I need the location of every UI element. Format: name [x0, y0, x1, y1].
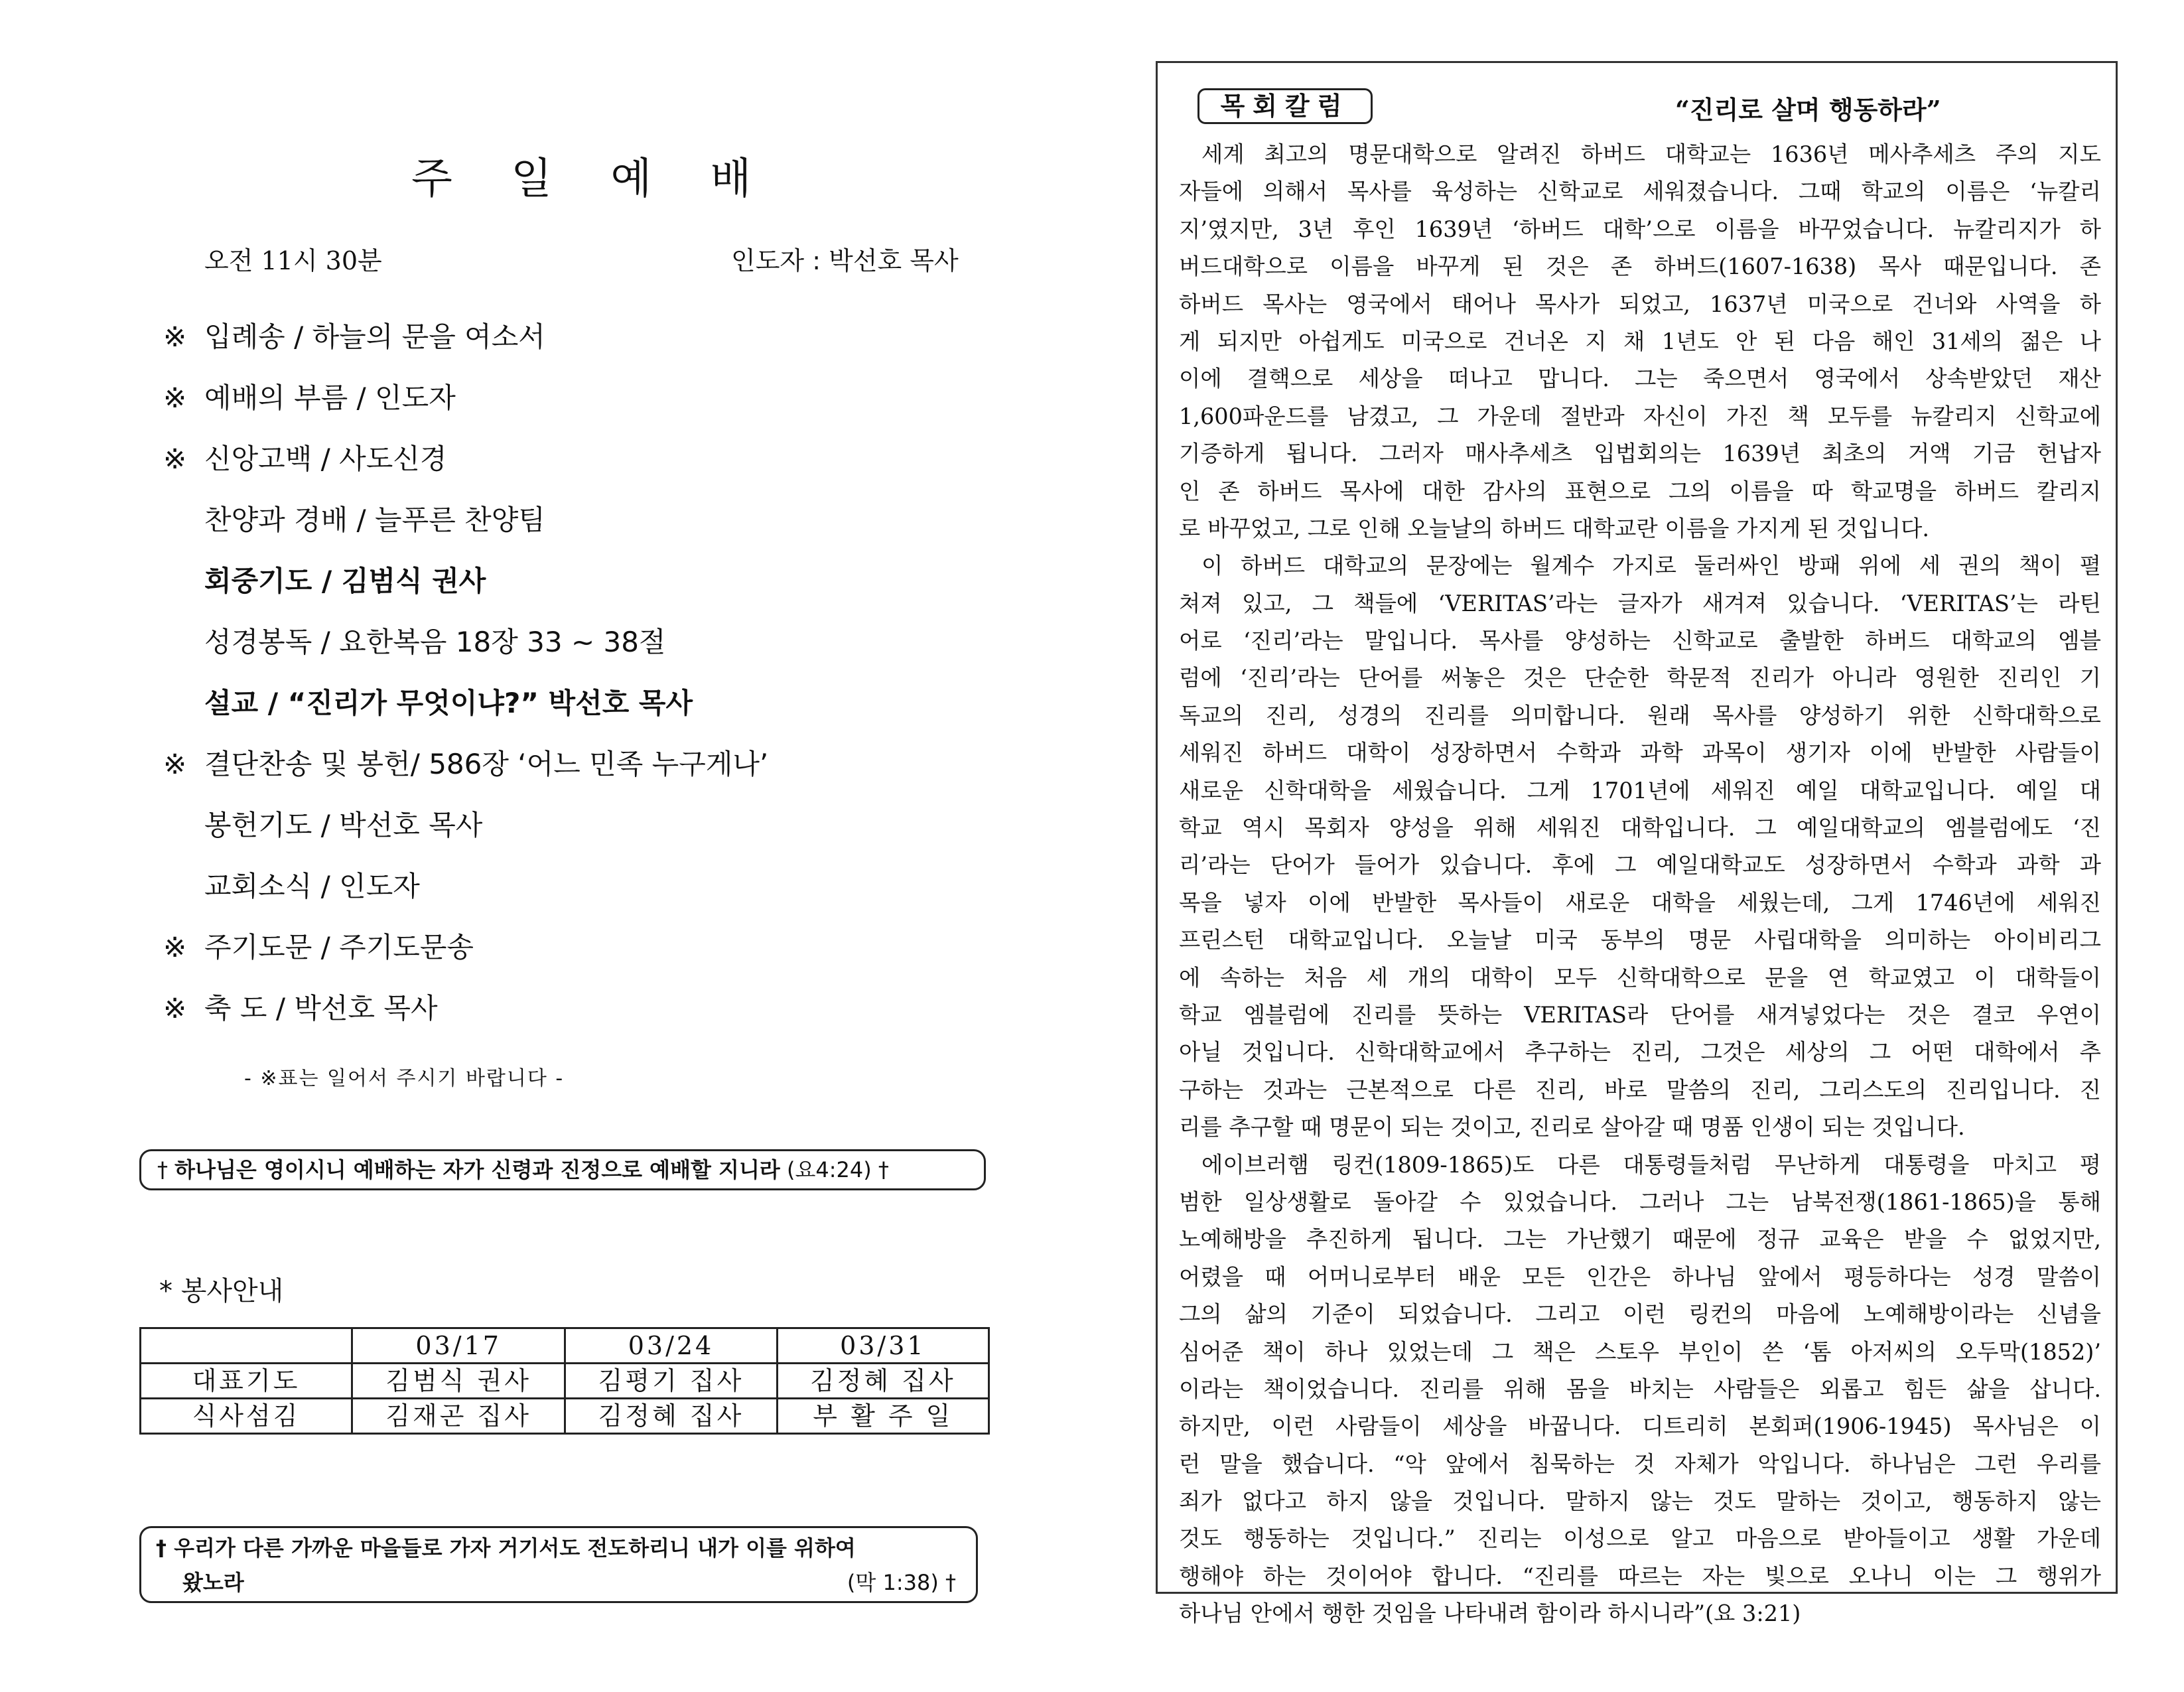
standing-mark-icon: ※ — [163, 320, 187, 353]
column-line: 어렸을 때 어머니로부터 배운 모든 인간은 하나님 앞에서 평등하다는 성경 말씀이 — [1179, 1263, 2101, 1290]
column-line: 아닐 것입니다. 신학대학교에서 추구하는 진리, 그것은 세상의 그 어떤 대학에서 추 — [1179, 1039, 2101, 1066]
column-line: 독교의 진리, 성경의 진리를 의미합니다. 원래 목사를 양성하기 위한 신학대학으로 — [1179, 702, 2101, 729]
order-item-text: 예배의 부름 / 인도자 — [204, 382, 456, 414]
order-item — [163, 928, 1026, 989]
order-item-text: 성경봉독 / 요한복음 18장 33 ~ 38절 — [204, 626, 666, 658]
column-line: 리’라는 단어가 들어가 있습니다. 후에 그 예일대학교도 성장하면서 수학과 과학 과 — [1179, 852, 2101, 879]
column-line: 어로 ‘진리’라는 말입니다. 목사를 양성하는 신학교로 출발한 하버드 대학교의 엠블 — [1179, 628, 2101, 654]
column-line: 죄가 없다고 하지 않을 것입니다. 말하지 않는 것도 말하는 것이고, 행동하지 않는 — [1179, 1488, 2101, 1515]
column-line: 하지만, 이런 사람들이 세상을 바꿉니다. 디트리히 본회퍼(1906-1945) 목사님은 이 — [1179, 1413, 2101, 1440]
column-line: 프린스턴 대학교입니다. 오늘날 미국 동부의 명문 사립대학을 의미하는 아이비리그 — [1179, 927, 2101, 953]
table-row — [141, 1399, 989, 1434]
order-item — [163, 744, 1026, 806]
standing-mark-icon: ※ — [163, 748, 187, 780]
order-item — [163, 622, 1026, 683]
column-line: 학교 엠블럼에 진리를 뜻하는 VERITAS라 단어를 새겨넣었다는 것은 결코 우연이 — [1179, 1001, 2101, 1028]
service-heading: * 봉사안내 — [159, 1276, 284, 1306]
pastor-column-box — [1156, 61, 2118, 1627]
verse-ref: (요4:24) — [786, 1157, 872, 1182]
order-item — [163, 867, 1026, 928]
column-line: 이 하버드 대학교의 문장에는 월계수 가지로 둘러싸인 방패 위에 세 권의 책이 펼 — [1201, 553, 2101, 579]
order-item — [163, 806, 1026, 867]
column-label: 목회칼럼 — [1197, 88, 1373, 124]
order-item-text: 주기도문 / 주기도문송 — [204, 931, 474, 963]
order-item — [163, 317, 1026, 378]
column-line: 지’였지만, 3년 후인 1639년 ‘하버드 대학’으로 이름을 바꾸었습니다. 뉴칼리지가 하 — [1179, 216, 2101, 242]
column-line: 목을 넣자 이에 반발한 목사들이 새로운 대학을 세웠는데, 그게 1746년에 세워진 — [1179, 889, 2101, 916]
cross-icon: † — [878, 1157, 889, 1182]
order-item-text: 결단찬송 및 봉헌/ 586장 ‘어느 민족 누구게나’ — [204, 748, 769, 780]
order-item-text: 회중기도 / 김범식 권사 — [204, 565, 486, 597]
column-line: 세계 최고의 명문대학으로 알려진 하버드 대학교는 1636년 메사추세츠 주의 지도 — [1201, 141, 2101, 167]
date-header: 03/31 — [777, 1328, 989, 1364]
order-item — [163, 439, 1026, 500]
column-line: 심어준 책이 하나 있었는데 그 책은 스토우 부인이 쓴 ‘톰 아저씨의 오두막(1852)’ — [1179, 1338, 2101, 1365]
order-item-text: 신앙고백 / 사도신경 — [204, 443, 447, 475]
column-line: 로 바꾸었고, 그로 인해 오늘날의 하버드 대학교란 이름을 가지게 된 것입니다. — [1179, 515, 1929, 541]
column-line: 게 되지만 아쉽게도 미국으로 건너온 지 채 1년도 안 된 다음 해인 31세의 젊은 나 — [1179, 328, 2101, 354]
column-line: 자들에 의해서 목사를 육성하는 신학교로 세워졌습니다. 그때 학교의 이름은 ‘뉴칼리 — [1179, 178, 2101, 205]
worship-time: 오전 11시 30분 — [204, 246, 382, 275]
order-item — [163, 989, 1026, 1050]
column-line: 새로운 신학대학을 세웠습니다. 그게 1701년에 세워진 예일 대학교입니다. 예일 대 — [1179, 777, 2101, 804]
column-line: 에이브러햄 링컨(1809-1865)도 다른 대통령들처럼 무난하게 대통령을 마치고 평 — [1201, 1151, 2101, 1178]
table-cell: 김범식 권사 — [352, 1364, 565, 1399]
verse-text: 하나님은 영이시니 예배하는 자가 신령과 진정으로 예배할 지니라 — [174, 1157, 780, 1182]
column-line: 럼에 ‘진리’라는 단어를 써놓은 것은 단순한 학문적 진리가 아니라 영원한 진리인 기 — [1179, 665, 2101, 691]
column-line: 쳐져 있고, 그 책들에 ‘VERITAS’라는 글자가 새겨져 있습니다. ‘VERITAS’는 라틴 — [1179, 590, 2101, 616]
order-item-text: 설교 / “진리가 무엇이냐?” 박선호 목사 — [204, 687, 693, 719]
standing-mark-icon: ※ — [163, 931, 187, 963]
column-line: 이라는 책이었습니다. 진리를 위해 몸을 바치는 사람들은 외롭고 힘든 삶을 삽니다. — [1179, 1375, 2101, 1402]
table-cell: 김정혜 집사 — [565, 1399, 777, 1434]
table-cell: 김재곤 집사 — [352, 1399, 565, 1434]
cross-icon: † — [157, 1157, 168, 1182]
table-cell-empty — [141, 1328, 352, 1364]
order-item-text: 입례송 / 하늘의 문을 여소서 — [204, 320, 545, 353]
order-item-text: 봉헌기도 / 박선호 목사 — [204, 809, 483, 841]
date-header: 03/24 — [565, 1328, 777, 1364]
role-cell: 식사섬김 — [141, 1399, 352, 1434]
verse-box-john — [139, 1149, 986, 1190]
column-line: 하버드 목사는 영국에서 태어나 목사가 되었고, 1637년 미국으로 건너와 사역을 하 — [1179, 291, 2101, 317]
column-line: 기증하게 됩니다. 그러자 매사추세츠 입법회의는 1639년 최초의 거액 기금 헌납자 — [1179, 441, 2101, 467]
column-line: 1,600파운드를 남겼고, 그 가운데 절반과 자신이 가진 책 모두를 뉴칼리지 신학교에 — [1179, 403, 2101, 429]
column-line: 리를 추구할 때 명문이 되는 것이고, 진리로 살아갈 때 명품 인생이 되는 것입니다. — [1179, 1114, 1965, 1141]
column-line: 범한 일상생활로 돌아갈 수 있었습니다. 그러나 그는 남북전쟁(1861-1865)을 통해 — [1179, 1188, 2101, 1215]
standing-note: - ※표는 일어서 주시기 바랍니다 - — [244, 1067, 565, 1090]
verse-line-1: † 우리가 다른 가까운 마을들로 가자 거기서도 전도하리니 내가 이를 위하여 — [156, 1535, 856, 1561]
column-body — [1179, 136, 2101, 1633]
date-header: 03/17 — [352, 1328, 565, 1364]
column-line: 노예해방을 추진하게 됩니다. 그는 가난했기 때문에 정규 교육은 받을 수 없었지만, — [1179, 1226, 2101, 1253]
service-table — [139, 1327, 990, 1435]
worship-leader: 인도자 : 박선호 목사 — [731, 246, 959, 275]
table-row — [141, 1364, 989, 1399]
table-header-row — [141, 1328, 989, 1364]
table-cell: 부 활 주 일 — [777, 1399, 989, 1434]
worship-title: 주 일 예 배 — [411, 155, 774, 204]
order-item — [163, 683, 1026, 744]
order-item — [163, 500, 1026, 561]
order-item-text: 축 도 / 박선호 목사 — [204, 992, 438, 1024]
column-line: 하나님 안에서 행한 것임을 나타내려 함이라 하시니라”(요 3:21) — [1179, 1600, 1801, 1627]
column-line: 행해야 하는 것이어야 합니다. “진리를 따르는 자는 빛으로 오나니 이는 그 행위가 — [1179, 1563, 2101, 1589]
table-cell: 김평기 집사 — [565, 1364, 777, 1399]
standing-mark-icon: ※ — [163, 382, 187, 414]
verse-box-mark — [139, 1526, 978, 1603]
order-item — [163, 561, 1026, 622]
verse-ref: (막 1:38) † — [847, 1570, 956, 1595]
standing-mark-icon: ※ — [163, 992, 187, 1024]
column-line: 것도 행동하는 것입니다.” 진리는 이성으로 알고 마음으로 받아들이고 생활 가운데 — [1179, 1525, 2101, 1552]
standing-mark-icon: ※ — [163, 443, 187, 475]
column-line: 구하는 것과는 근본적으로 다른 진리, 바로 말씀의 진리, 그리스도의 진리입니다. 진 — [1179, 1076, 2101, 1103]
role-cell: 대표기도 — [141, 1364, 352, 1399]
column-line: 에 속하는 처음 세 개의 대학이 모두 신학대학으로 문을 연 학교였고 이 대학들이 — [1179, 964, 2101, 991]
order-item — [163, 378, 1026, 439]
column-line: 이에 결핵으로 세상을 떠나고 맙니다. 그는 죽으면서 영국에서 상속받았던 재산 — [1179, 366, 2101, 392]
order-item-text: 교회소식 / 인도자 — [204, 870, 420, 902]
verse-line-2: 왔노라 — [182, 1570, 244, 1595]
column-line: 인 존 하버드 목사에 대한 감사의 표현으로 그의 이름을 따 학교명을 하버드 칼리지 — [1179, 478, 2101, 504]
column-title: “진리로 살며 행동하라” — [1675, 95, 1941, 125]
column-line: 그의 삶의 기준이 되었습니다. 그리고 이런 링컨의 마음에 노예해방이라는 신념을 — [1179, 1301, 2101, 1328]
column-line: 런 말을 했습니다. “악 앞에서 침묵하는 것 자체가 악입니다. 하나님은 그런 우리를 — [1179, 1450, 2101, 1477]
table-cell: 김정혜 집사 — [777, 1364, 989, 1399]
column-line: 버드대학으로 이름을 바꾸게 된 것은 존 하버드(1607-1638) 목사 때문입니다. 존 — [1179, 253, 2101, 280]
column-line: 세워진 하버드 대학이 성장하면서 수학과 과학 과목이 생기자 이에 반발한 사람들이 — [1179, 740, 2101, 766]
worship-order-list — [163, 317, 1026, 1050]
column-line: 학교 역시 목회자 양성을 위해 세워진 대학입니다. 그 예일대학교의 엠블럼에도 ‘진 — [1179, 815, 2101, 841]
order-item-text: 찬양과 경배 / 늘푸른 찬양팀 — [204, 504, 545, 536]
